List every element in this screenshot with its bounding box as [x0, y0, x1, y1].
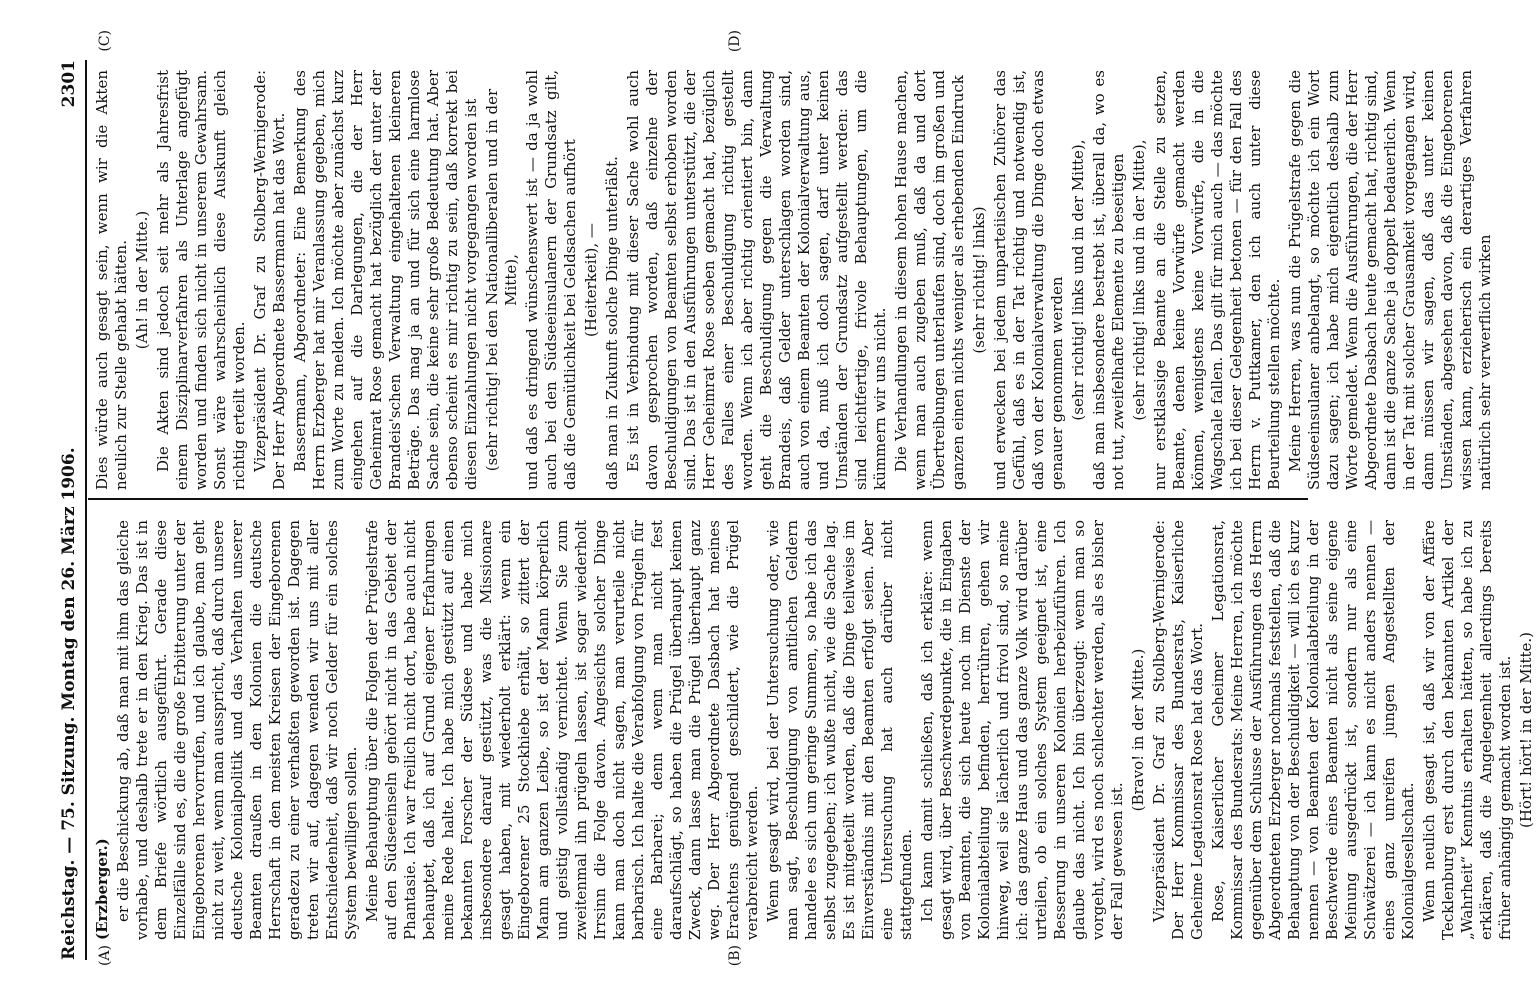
paragraph: und daß es dringend wünschenswert ist — da ja wohl auch bei den Südseeinsulanern der Grundsatz gilt, daß die Gemütlichkeit bei Geldsachen aufhört: [523, 70, 579, 490]
interjection: (sehr richtig! links): [970, 206, 988, 354]
interjection: (sehr richtig! bei den Nationalliberalen und in der Mitte),: [483, 88, 520, 472]
paragraph: Wenn gesagt wird, bei der Untersuchung oder, wie man sagt, Beschuldigung von amtlichen Geldern handele es sich um geringe Summen, so habe ich das selbst zugegeben; ich wußte nicht, wie die Sache lag. Es ist mitgeteilt worden, daß die Dinge teilweise im Einverständnis mit den Beamten erfolgt seien. Aber eine Untersuchung hat auch darüber nicht stattgefunden.: [764, 520, 915, 940]
paragraph: Die Akten sind jedoch seit mehr als Jahresfrist einem Disziplinarverfahren als Unterlage angefügt worden und finden sich nicht in unserem Gewahrsam. Sonst wäre wahrscheinlich diese Auskunft gleich richtig erteilt worden.: [154, 70, 248, 490]
paragraph: Dies würde auch gesagt sein, wenn wir die Akten neulich zur Stelle gehabt hätten.: [93, 70, 130, 490]
header-rule: [85, 60, 87, 960]
interjection: (Heiterkeit), —: [582, 223, 600, 337]
paragraph: Wenn neulich gesagt ist, daß wir von der Affäre Tecklenburg erst durch den bekannten Artikel der „Wahrheit“ Kenntnis erhalten hätten, so habe ich zu erklären, daß die Angelegenheit allerdings bereits früher anhängig gemacht worden ist.: [1420, 520, 1514, 940]
margin-marker-b: (B): [727, 945, 743, 967]
paragraph: Meine Herren, was nun die Prügelstrafe gegen die Südseeinsulaner anbelangt, so möchte ich ein Wort dazu sagen; ich habe mich eigentlich deshalb zum Worte gemeldet. Wenn die Ausführungen, die der Herr Abgeordnete Dasbach heute gemacht hat, richtig sind, dann ist die ganze Sache ja doppelt bedauerlich. Wenn in der Tat mit solcher Grausamkeit vorgegangen wird, dann müssen wir sagen, daß das unter keinen Umständen, abgesehen davon, daß die Eingeborenen wissen kann, erzieherisch ein derartiges Verfahren natürlich sehr verwerflich wirken: [1286, 70, 1494, 490]
margin-marker-c: (C): [97, 30, 113, 52]
speaker-tag: [93, 520, 112, 940]
interjection: (Ah! in der Mitte.): [133, 210, 151, 350]
speaker-tag-text: (Erzberger.): [93, 838, 111, 940]
paragraph: Die Verhandlungen in diesem hohen Hause machen, wenn man auch zugeben muß, daß da und dort Übertreibungen unterlaufen sind, doch im großen und ganzen einen nichts weniger als erhebenden Eindruck: [892, 70, 967, 490]
interjection: (sehr richtig! links und in der Mitte),: [1130, 139, 1148, 421]
margin-marker-a: (A): [97, 945, 113, 967]
paragraph: Vizepräsident Dr. Graf zu Stolberg-Wernigerode: Der Herr Abgeordnete Bassermann hat das Wort.: [251, 70, 288, 490]
paragraph: daß man in Zukunft solche Dinge unterläßt.: [603, 156, 621, 490]
page-number: 2301: [59, 60, 79, 108]
paragraph: Ich kann damit schließen, daß ich erkläre: wenn gesagt wird, über Beschwerdepunkte, die in Eingaben von Beamten, die sich heute noch im Dienste der Kolonialabteilung befinden, herrühren, gehen wir hinweg, weil sie lächerlich und frivol sind, so meine ich: das ganze Haus und das ganze Volk wird darüber urteilen, ob ein solches System geeignet ist, eine Besserung in unseren Kolonien herbeizuführen. Ich glaube das nicht. Ich bin überzeugt: wenn man so vorgeht, wird es noch schlechter werden, als es bisher der Fall gewesen ist.: [918, 520, 1126, 940]
interjection: (Hört! hört! in der Mitte.): [1517, 632, 1535, 828]
paragraph: Es ist in Verbindung mit dieser Sache wohl auch davon gesprochen worden, daß einzelne der Beschuldigungen von Beamten selbst erhoben worden sind. Das ist in den Ausführungen unterstützt, die der Herr Geheimrat Rose soeben gemacht hat, bezüglich des Falles einer Beschuldigung richtig gestellt worden. Wenn ich aber richtig orientiert bin, dann geht die Beschuldigung gegen die Verwaltung Brandeis, daß Gelder unterschlagen worden sind, auch von einem Beamten der Kolonialverwaltung aus, und da, muß ich doch sagen, darf unter keinen Umständen der Grundsatz aufgestellt werden: das sind leichtfertige, frivole Behauptungen, um die kümmern wir uns nicht.: [624, 70, 889, 490]
interjection: (Bravo! in der Mitte.): [1129, 648, 1147, 812]
right-column: [93, 70, 1494, 490]
column-divider: [88, 498, 1308, 500]
paragraph: Meine Behauptung über die Folgen der Prügelstrafe auf den Südseeinseln gehört nicht in das Gebiet der Phantasie. Ich war freilich nicht dort, habe auch nicht behauptet, daß ich auf Grund eigener Erfahrungen meine Rede halte. Ich habe mich gestützt auf einen bekannten Forscher der Südsee und habe mich insbesondere darauf gestützt, was die Missionare gesagt haben, mit wiederholt erklärt: wenn ein Eingeborener 25 Stockhiebe erhält, so zittert der Mann am ganzen Leibe, so ist der Mann körperlich und geistig vollständig vernichtet. Wenn Sie zum zweitenmal ihn prügeln lassen, ist sogar wiederholt Irrsinn die Folge davon. Angesichts solcher Dinge kann man doch nicht sagen, man verurteile nicht barbarisch. Ich halte die Verabfolgung von Prügeln für eine Barbarei; denn wenn man nicht fest daraufschlägt, so haben die Prügel überhaupt keinen Zweck, dann lasse man die Prügel überhaupt ganz weg. Der Herr Abgeordnete Dasbach hat meines Erachtens genügend geschildert, wie die Prügel verabreicht werden.: [363, 520, 761, 940]
paragraph: nur erstklassige Beamte an die Stelle zu setzen, Beamte, denen keine Vorwürfe gemacht werden können, wenigstens keine Vorwürfe, die in die Wagschale fallen. Das gilt für mich auch — das möchte ich bei dieser Gelegenheit betonen — für den Fall des Herrn v. Puttkamer, den ich auch unter diese Beurteilung stellen möchte.: [1151, 70, 1283, 490]
paragraph: Bassermann, Abgeordneter: Eine Bemerkung des Herrn Erzberger hat mir Veranlassung gegeben, mich zum Worte zu melden. Ich möchte aber zunächst kurz eingehen auf die Darlegungen, die der Herr Geheimrat Rose gemacht hat bezüglich der unter der Brandeis'schen Verwaltung eingehaltenen kleineren Beträge. Das mag ja an und für sich eine harmlose Sache sein, die keine sehr große Bedeutung hat. Aber ebenso scheint es mir richtig zu sein, daß korrekt bei diesen Einzahlungen nicht vorgegangen worden ist: [291, 70, 480, 490]
left-column: [93, 520, 1535, 940]
page-header: [55, 60, 83, 960]
interjection: (sehr richtig! links und in der Mitte),: [1069, 139, 1087, 421]
margin-marker-d: (D): [727, 30, 743, 53]
paragraph: Rose, Kaiserlicher Geheimer Legationsrat, Kommissar des Bundesrats: Meine Herren, ich möchte gegenüber dem Schlusse der Ausführungen des Herrn Abgeordneten Erzberger nochmals feststellen, daß die Behauptung von der Beschuldigkeit — will ich es kurz nennen — von Beamten der Kolonialabteilung in der Beschwerde eines Beamten nicht als seine eigene Meinung ausgedrückt ist, sondern nur als eine Schwätzerei — ich kann es nicht anders nennen — eines ganz unreifen jungen Angestellten der Kolonialgesellschaft.: [1209, 520, 1417, 940]
header-title: Reichstag. — 75. Sitzung. Montag den 26. März 1906.: [59, 447, 79, 960]
paragraph: und erwecken bei jedem unparteiischen Zuhörer das Gefühl, daß es in der Tat richtig und notwendig ist, daß von der Kolonialverwaltung die Dinge doch etwas genauer genommen werden: [991, 70, 1066, 490]
paragraph: er die Beschickung ab, daß man mit ihm das gleiche vorhabe, und deshalb trete er in den Krieg. Das ist in dem Briefe wörtlich ausgeführt. Gerade diese Einzelfälle sind es, die die große Erbitterung unter der Eingeborenen hervorrufen, und ich glaube, man geht nicht zu weit, wenn man ausspricht, daß durch unsere deutsche Kolonialpolitik und das Verhalten unserer Beamten draußen in den Kolonien die deutsche Herrschaft in den meisten Kreisen der Eingeborenen geradezu zu einer verhaßten geworden ist. Dagegen treten wir auf, dagegen wenden wir uns mit aller Entschiedenheit, daß wir noch Gelder für ein solches System bewilligen sollen.: [114, 520, 360, 940]
paragraph: Vizepräsident Dr. Graf zu Stolberg-Wernigerode: Der Herr Kommissar des Bundesrats, Kaiserliche Geheime Legationsrat Rose hat das Wort.: [1150, 520, 1206, 940]
paragraph: daß man insbesondere bestrebt ist, überall da, wo es not tut, zweifelhafte Elemente zu beseitigen: [1090, 70, 1127, 490]
